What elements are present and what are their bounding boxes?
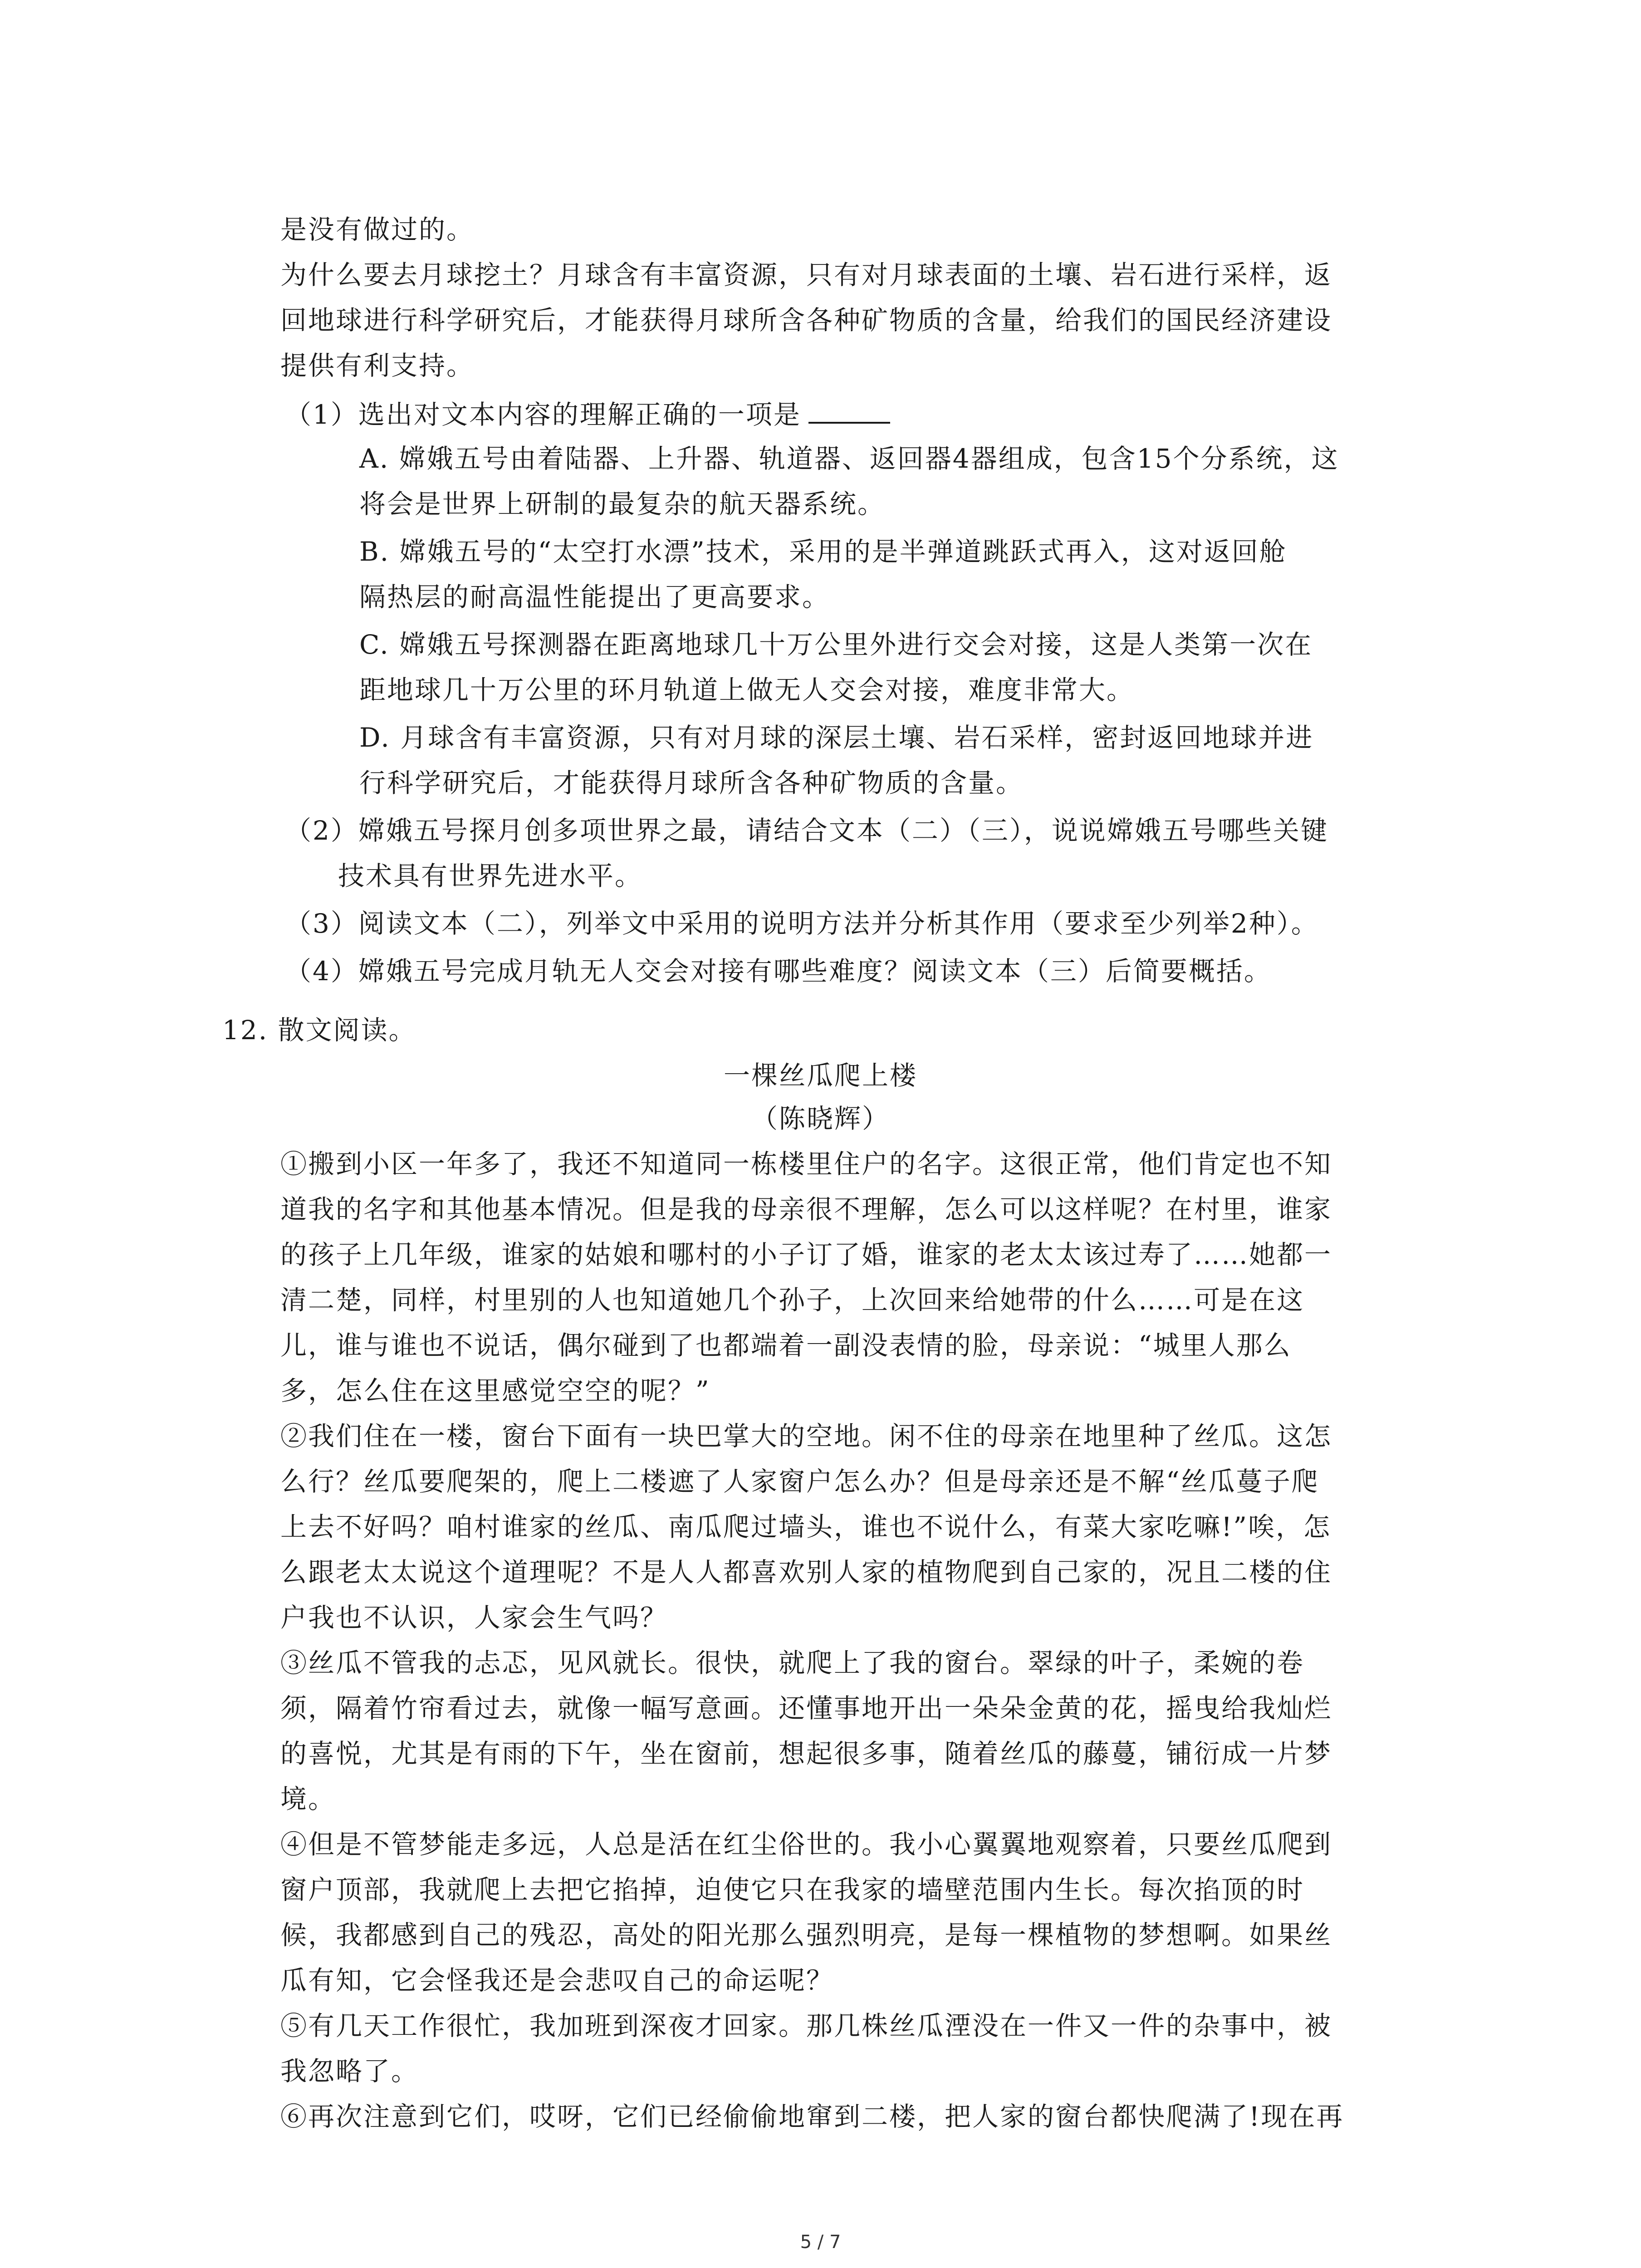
option-b: B. 嫦娥五号的“太空打水漂”技术，采用的是半弹道跳跃式再入，这对返回舱	[359, 536, 1287, 567]
question-12-heading: 12. 散文阅读。	[222, 1015, 416, 1046]
essay-line: 多，怎么住在这里感觉空空的呢？”	[280, 1375, 710, 1406]
essay-line: ①搬到小区一年多了，我还不知道同一栋楼里住户的名字。这很正常，他们肯定也不知	[280, 1149, 1332, 1179]
option-c-cont: 距地球几十万公里的环月轨道上做无人交会对接，难度非常大。	[359, 675, 1135, 705]
option-d: D. 月球含有丰富资源，只有对月球的深层土壤、岩石采样，密封返回地球并进	[359, 722, 1314, 753]
essay-author: （陈晓辉）	[751, 1103, 890, 1134]
question-2-cont: 技术具有世界先进水平。	[338, 860, 643, 891]
essay-line: 的孩子上几年级，谁家的姑娘和哪村的小子订了婚，谁家的老太太该过寿了……她都一	[280, 1239, 1332, 1270]
option-a: A. 嫦娥五号由着陆器、上升器、轨道器、返回器4器组成，包含15个分系统，这	[359, 443, 1339, 474]
essay-line: 窗户顶部，我就爬上去把它掐掉，迫使它只在我家的墙壁范围内生长。每次掐顶的时	[280, 1874, 1305, 1905]
essay-line: ④但是不管梦能走多远，人总是活在红尘俗世的。我小心翼翼地观察着，只要丝瓜爬到	[280, 1829, 1332, 1860]
essay-line: ⑥再次注意到它们，哎呀，它们已经偷偷地窜到二楼，把人家的窗台都快爬满了!现在再	[280, 2101, 1344, 2132]
question-4: （4）嫦娥五号完成月轨无人交会对接有哪些难度？阅读文本（三）后简要概括。	[285, 956, 1272, 987]
essay-title: 一棵丝瓜爬上楼	[723, 1060, 917, 1091]
essay-line: 么跟老太太说这个道理呢？不是人人都喜欢别人家的植物爬到自己家的，况且二楼的住	[280, 1557, 1332, 1588]
essay-line: ③丝瓜不管我的忐忑，见风就长。很快，就爬上了我的窗台。翠绿的叶子，柔婉的卷	[280, 1647, 1305, 1678]
essay-line: 我忽略了。	[280, 2056, 419, 2087]
essay-line: 候，我都感到自己的残忍，高处的阳光那么强烈明亮，是每一棵植物的梦想啊。如果丝	[280, 1920, 1332, 1950]
essay-line: 道我的名字和其他基本情况。但是我的母亲很不理解，怎么可以这样呢？在村里，谁家	[280, 1194, 1332, 1225]
question-1: （1）选出对文本内容的理解正确的一项是	[285, 398, 890, 431]
essay-line: 么行？丝瓜要爬架的，爬上二楼遮了人家窗户怎么办？但是母亲还是不解“丝瓜蔓子爬	[280, 1466, 1319, 1497]
page-number: 5 / 7	[800, 2232, 841, 2253]
option-c: C. 嫦娥五号探测器在距离地球几十万公里外进行交会对接，这是人类第一次在	[359, 629, 1313, 660]
essay-line: 清二楚，同样，村里别的人也知道她几个孙子，上次回来给她带的什么……可是在这	[280, 1285, 1305, 1315]
question-2: （2）嫦娥五号探月创多项世界之最，请结合文本（二）（三），说说嫦娥五号哪些关键	[285, 815, 1328, 846]
essay-line: 须，隔着竹帘看过去，就像一幅写意画。还懂事地开出一朵朵金黄的花，摇曳给我灿烂	[280, 1693, 1332, 1724]
essay-line: ⑤有几天工作很忙，我加班到深夜才回家。那几株丝瓜湮没在一件又一件的杂事中，被	[280, 2010, 1332, 2041]
essay-line: 的喜悦，尤其是有雨的下午，坐在窗前，想起很多事，随着丝瓜的藤蔓，铺衍成一片梦	[280, 1738, 1332, 1769]
essay-line: 瓜有知，它会怪我还是会悲叹自己的命运呢？	[280, 1965, 834, 1996]
answer-blank[interactable]	[808, 398, 890, 424]
question-3: （3）阅读文本（二），列举文中采用的说明方法并分析其作用（要求至少列举2种）。	[285, 908, 1319, 939]
passage-line: 回地球进行科学研究后，才能获得月球所含各种矿物质的含量，给我们的国民经济建设	[280, 305, 1332, 336]
option-a-cont: 将会是世界上研制的最复杂的航天器系统。	[359, 489, 886, 519]
passage-line: 是没有做过的。	[280, 214, 475, 245]
option-b-cont: 隔热层的耐高温性能提出了更高要求。	[359, 582, 830, 612]
option-d-cont: 行科学研究后，才能获得月球所含各种矿物质的含量。	[359, 767, 1024, 798]
essay-line: 儿，谁与谁也不说话，偶尔碰到了也都端着一副没表情的脸，母亲说：“城里人那么	[280, 1330, 1292, 1361]
essay-line: 户我也不认识，人家会生气吗？	[280, 1602, 668, 1633]
passage-line: 为什么要去月球挖土？月球含有丰富资源，只有对月球表面的土壤、岩石进行采样，返	[280, 259, 1332, 290]
essay-line: 上去不好吗？咱村谁家的丝瓜、南瓜爬过墙头，谁也不说什么，有菜大家吃嘛!”唉，怎	[280, 1511, 1331, 1542]
passage-line: 提供有利支持。	[280, 350, 475, 381]
essay-line: 境。	[280, 1784, 336, 1814]
essay-line: ②我们住在一楼，窗台下面有一块巴掌大的空地。闲不住的母亲在地里种了丝瓜。这怎	[280, 1421, 1332, 1452]
